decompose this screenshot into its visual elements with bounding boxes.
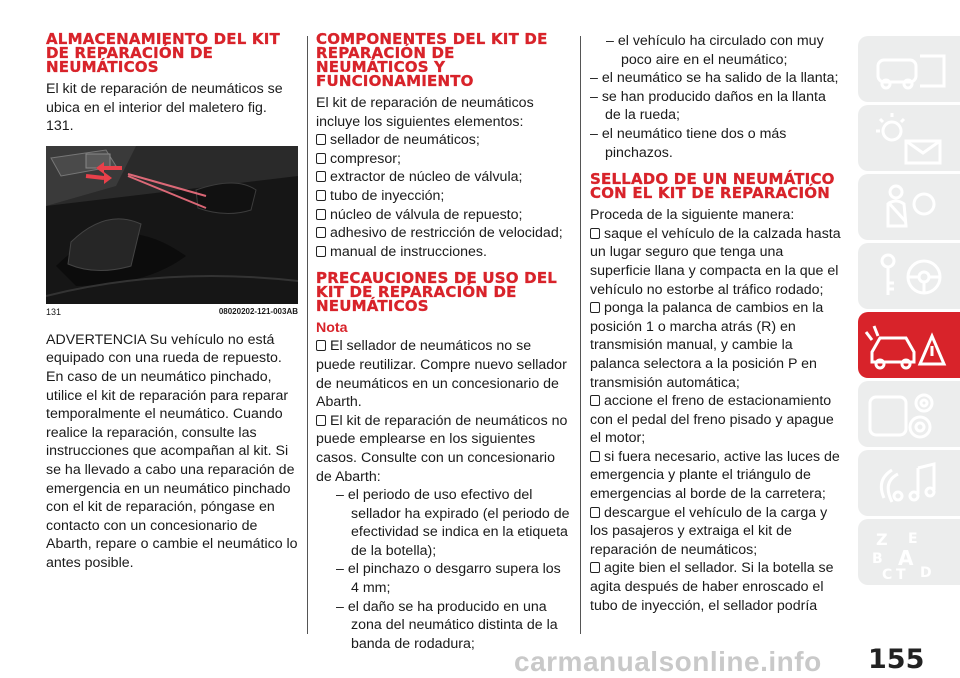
car-dashboard-icon	[858, 36, 960, 102]
checkbox-bullet-icon	[316, 246, 326, 257]
list-item: tubo de inyección;	[316, 187, 570, 206]
seat-belt-airbag-icon	[858, 174, 960, 240]
list-item: compresor;	[316, 150, 570, 169]
storage-intro: El kit de reparación de neumáticos se ubica en el interior del maletero fig. 131.	[46, 81, 283, 135]
checkbox-bullet-icon	[316, 153, 326, 164]
dash-item: – el daño se ha producido en una zona del neumático distinta de la banda de rodadura;	[336, 598, 558, 652]
checkbox-bullet-icon	[316, 190, 326, 201]
trunk-kit-figure	[46, 146, 298, 304]
svg-text:T: T	[896, 567, 906, 583]
chapter-tabs	[858, 36, 960, 588]
checkbox-bullet-icon	[590, 507, 600, 518]
tab-warning-lights[interactable]	[858, 105, 960, 171]
svg-text:E: E	[908, 531, 918, 547]
note-1: El sellador de neumáticos no se puede reutilizar. Compre nuevo sellador de neumáticos en un concesionario de Abarth.	[316, 338, 567, 411]
list-item: manual de instrucciones.	[316, 243, 570, 262]
checkbox-bullet-icon	[316, 340, 326, 351]
warning-text: ADVERTENCIA Su vehículo no está equipado con una rueda de repuesto. En caso de un neumático pinchado, utilice el kit de reparación para reparar temporalmente el neumático. Cuando realice la reparación, consulte las instrucciones que acompañan al kit. Si se ha llevado a cabo una reparación de emergencia en un neumático pinchado con el kit de reparación, póngase en contacto con un concesionario de Abarth, repare o cambie el neumático lo antes posible.	[46, 331, 298, 571]
tab-starting-driving[interactable]	[858, 243, 960, 309]
checkbox-bullet-icon	[316, 209, 326, 220]
sealing-intro: Proceda de la siguiente manera:	[590, 207, 795, 224]
multimedia-icon	[858, 450, 960, 516]
section-heading-components: COMPONENTES DEL KIT DE REPARACIÓN DE NEUMÁTICOS Y FUNCIONAMIENTO	[316, 30, 548, 90]
section-heading-sealing: SELLADO DE UN NEUMÁTICO CON EL KIT DE REPARACIÓN	[590, 170, 835, 203]
dash-item: – el vehículo ha circulado con muy poco aire en el neumático;	[606, 33, 824, 68]
checkbox-bullet-icon	[590, 228, 600, 239]
key-steering-wheel-icon	[858, 243, 960, 309]
svg-text:B: B	[872, 551, 883, 567]
tab-index[interactable]	[858, 519, 960, 585]
checkbox-bullet-icon	[590, 395, 600, 406]
components-intro: El kit de reparación de neumáticos incluye los siguientes elementos:	[316, 95, 534, 130]
svg-text:A: A	[898, 546, 914, 570]
figure-code: 08020202-121-003AB	[218, 306, 298, 316]
step-item: accione el freno de estacionamiento con el pedal del freno pisado y apague el motor;	[590, 393, 834, 447]
checkbox-bullet-icon	[590, 562, 600, 573]
dash-item: – se han producido daños en la llanta de la rueda;	[590, 88, 826, 124]
tab-multimedia[interactable]	[858, 450, 960, 516]
checkbox-bullet-icon	[316, 171, 326, 182]
dash-item: – el neumático tiene dos o más pinchazos.	[590, 125, 787, 161]
step-item: ponga la palanca de cambios en la posición 1 o marcha atrás (R) en transmisión manual, y cambie la palanca selectora a la posición P en transmisión automática;	[590, 300, 824, 391]
warning-lights-icon	[858, 105, 960, 171]
list-item: núcleo de válvula de repuesto;	[316, 206, 570, 225]
figure-caption	[46, 307, 298, 317]
svg-text:Z: Z	[876, 530, 888, 549]
tab-emergency[interactable]	[858, 312, 960, 378]
trunk-photo	[46, 146, 298, 304]
alphabetical-index-icon	[858, 519, 960, 585]
maintenance-gears-icon	[858, 381, 960, 447]
watermark: carmanualsonline.info	[514, 646, 822, 677]
tab-safety[interactable]	[858, 174, 960, 240]
dash-item: – el neumático se ha salido de la llanta;	[590, 70, 839, 87]
column-divider	[580, 36, 581, 634]
list-item: adhesivo de restricción de velocidad;	[316, 224, 570, 243]
section-heading-precautions: PRECAUCIONES DE USO DEL KIT DE REPARACIÓN DE NEUMÁTICOS	[316, 269, 558, 316]
svg-text:C: C	[882, 567, 893, 583]
list-item: sellador de neumáticos;	[316, 131, 570, 150]
svg-text:D: D	[920, 565, 932, 581]
tab-dashboard[interactable]	[858, 36, 960, 102]
step-item: descargue el vehículo de la carga y los pasajeros y extraiga el kit de reparación de neumáticos;	[590, 504, 828, 558]
tab-maintenance[interactable]	[858, 381, 960, 447]
section-heading-storage: ALMACENAMIENTO DEL KIT DE REPARACIÓN DE NEUMÁTICOS	[46, 30, 280, 76]
car-breakdown-icon	[858, 312, 960, 378]
page-number: 155	[868, 644, 925, 675]
list-item: extractor de núcleo de válvula;	[316, 168, 570, 187]
step-item: si fuera necesario, active las luces de emergencia y plante el triángulo de emergencias al borde de la carretera;	[590, 448, 840, 503]
checkbox-bullet-icon	[316, 134, 326, 145]
dash-item: – el pinchazo o desgarro supera los 4 mm;	[336, 561, 561, 597]
column-2	[316, 32, 570, 653]
checkbox-bullet-icon	[316, 415, 326, 426]
checkbox-bullet-icon	[590, 302, 600, 313]
column-1	[46, 32, 298, 573]
figure-number: 131	[46, 306, 62, 317]
note-label: Nota	[316, 320, 348, 337]
dash-item: – el periodo de uso efectivo del sellador ha expirado (el periodo de efectividad se indica en la etiqueta de la botella);	[336, 487, 570, 559]
step-item: saque el vehículo de la calzada hasta un lugar seguro que tenga una superficie llana y compacta en la que el vehículo no estorbe al tráfico rodado;	[590, 225, 841, 298]
checkbox-bullet-icon	[590, 451, 600, 462]
step-item: agite bien el sellador. Si la botella se agita después de haber enroscado el tubo de inyección, el sellador podría	[590, 560, 834, 614]
column-divider	[307, 36, 308, 634]
checkbox-bullet-icon	[316, 227, 326, 238]
column-3	[590, 32, 842, 615]
note-2: El kit de reparación de neumáticos no puede emplearse en los siguientes casos. Consulte con un concesionario de Abarth:	[316, 412, 568, 485]
